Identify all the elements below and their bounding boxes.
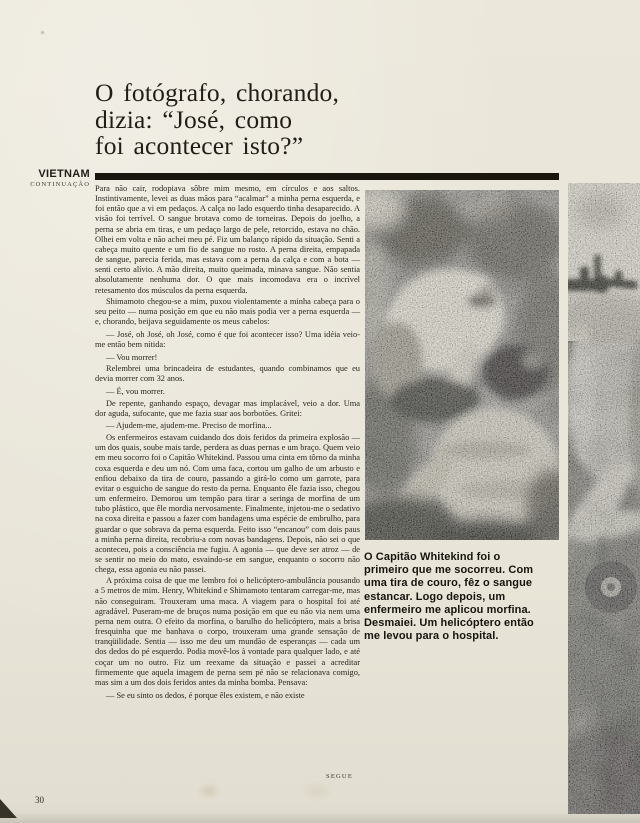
article-paragraph: De repente, ganhando espaço, devagar mas implacável, veio a dor. Uma dor aguda, sufocante, que me fazia suar aos borbotões. Gritei: — [95, 398, 360, 418]
headline-line: O fotógrafo, chorando, — [95, 78, 340, 107]
page-number: 30 — [35, 795, 44, 805]
article-paragraph: Para não cair, rodopiava sôbre mim mesmo, em círculos e aos saltos. Instintivamente, levei as duas mãos para “acalmar” a minha perna esquerda, e foi então que a vi em pedaços. A calça no lado esquerdo tinha desaparecido. A visão foi terrível. O sangue brotava como de torneiras. Depois do joelho, a perna se abria em tiras, e um pedaço largo de pele, retorcido, estava no chão. Olhei em volta e não achei meu pé. Fiz um balanço rápido da situação. Senti a cabeça muito quente e um fio de sangue no rosto. A perna direita, empapada de sangue, parecia ferida, mas estava com a perna da calça e com a bota — senti certo alívio. A mão direita, muito queimada, minava sangue. Não sentia absolutamente nenhuma dor. O que mais incomodava era o incrível retesamento dos músculos da perna esquerda. — [95, 184, 360, 295]
scan-bottom-edge — [0, 814, 640, 823]
article-paragraph: — Se eu sinto os dedos, é porque êles existem, e não existe — [106, 690, 305, 700]
headline — [95, 80, 395, 160]
divider-rule — [95, 173, 559, 180]
section-title: VIETNAM — [38, 168, 90, 180]
photo-caption: O Capitão Whitekind foi o primeiro que me socorreu. Com uma tira de couro, fêz o sangue estancar. Logo depois, um enfermeiro me aplicou morfina. Desmaiei. Um helicóptero então me levou para o hospital. — [364, 551, 534, 643]
paper-speck — [40, 30, 45, 35]
article-paragraph: Os enfermeiros estavam cuidando dos dois feridos da primeira explosão — um dos quais, soube mais tarde, perdera as duas pernas e um braço. Quem veio em meu socorro foi o Capitão Whitekind. Passou uma cinta em tôrno da minha coxa esquerda e deu um nó. Com uma faca, cortou um galho de um arbusto e enfiou debaixo da tira de couro, passando a girá-lo como um garrote, para evitar o esguicho de sangue do resto da perna. Enquanto êle fazia isso, chegou um enfermeiro. Demorou um tempão para tirar a seringa de morfina de um tubo plástico, que êle mordia nervosamente. Finalmente, injetou-me o sedativo na coxa direita e passou a fazer com bandagens uma espécie de embrulho, para guardar o que sobrava da perna esquerda. Feito isso “encanou” com dois paus a minha perna direita, recobriu-a com novas bandagens. Depois, não sei o que aconteceu, pois a consciência me fugiu. A agonia — que deve ser atroz — de se sentir no meio do mato, esvaindo-se em sangue, enquanto o socorro não chega, essa agonia eu não passei. — [95, 433, 360, 575]
rescue-photo — [365, 190, 559, 540]
article-paragraph: Shimamoto chegou-se a mim, puxou violentamente a minha cabeça para o seu peito — numa posição em que eu não mais podia ver a perna esquerda — e, chorando, beijava seguidamente os meus cabelos: — [95, 296, 360, 327]
article-body — [95, 184, 360, 702]
article-paragraph: Relembrei uma brincadeira de estudantes, quando combinamos que eu devia morrer com 32 anos. — [95, 364, 360, 384]
helicopter-photo-edge — [568, 183, 640, 823]
article-paragraph: — É, vou morrer. — [106, 386, 165, 396]
headline-line: dizia: “José, como — [95, 104, 293, 134]
article-paragraph: — José, oh José, oh José, como é que foi acontecer isso? Uma idéia veio-me então bem nítida: — [95, 329, 360, 349]
article-paragraph: — Ajudem-me, ajudem-me. Preciso de morfina... — [106, 421, 272, 431]
scan-corner-artifact — [0, 799, 17, 818]
article-paragraph: A próxima coisa de que me lembro foi o helicóptero-ambulância pousando a 5 metros de mim. Henry, Whitekind e Shimamoto tentaram carregar-me, mas não conseguiram. Trouxeram uma maca. A viagem para o hospital foi até agradável. Puseram-me de bruços numa posição em que eu não via nem uma perna nem outra. O efeito da morfina, o barulho do helicóptero, mais a brisa fresquinha que me banhava o corpo, trouxeram uma grande sensação de tranqüilidade. Sentia — isso me deu um mundão de esperanças — cada um dos dedos do pé esquerdo. Podia movê-los à vontade para qualquer lado, e até coçar um no outro. Fiz um reexame da situação e passei a acreditar firmemente que aquela imagem de perna sem pé não se relacionava comigo, mas sim a um dos dois feridos antes da minha bomba. Pensava: — [95, 576, 360, 687]
section-label — [8, 168, 90, 188]
continuation-marker: SEGUE — [326, 773, 353, 780]
paper-stain — [196, 782, 222, 800]
paper-stain — [300, 780, 334, 802]
section-continuation-label: CONTINUAÇÃO — [30, 181, 90, 188]
headline-line: foi acontecer isto?” — [95, 131, 304, 160]
article-paragraph: — Vou morrer! — [106, 352, 158, 362]
